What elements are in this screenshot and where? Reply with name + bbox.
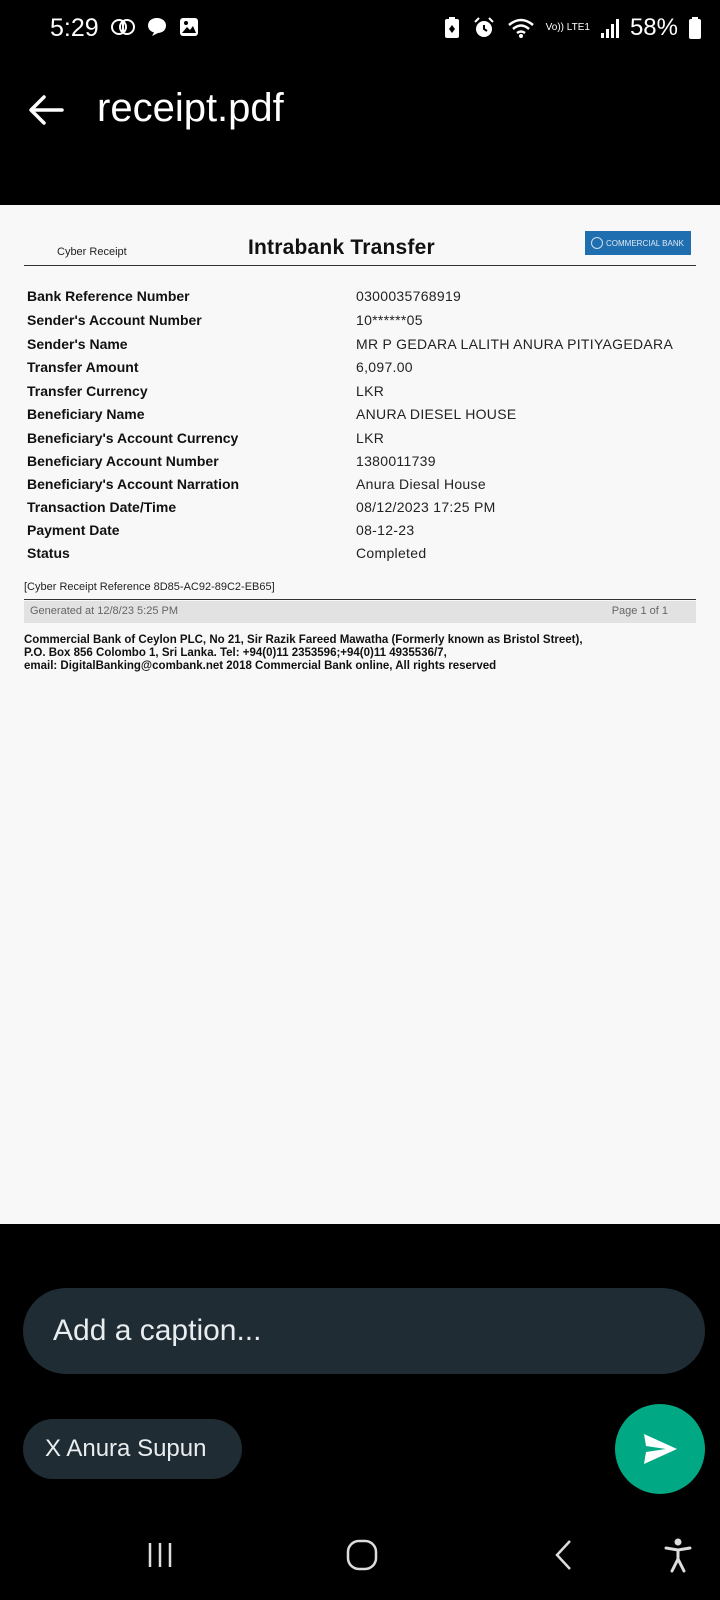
nav-back[interactable]	[534, 1532, 594, 1578]
detail-value: 0300035768919	[356, 288, 462, 304]
footer-line: P.O. Box 856 Colombo 1, Sri Lanka. Tel: +94(0)11 2353596;+94(0)11 4935536/7,	[24, 647, 447, 659]
detail-value: 08/12/2023 17:25 PM	[356, 499, 496, 515]
nav-home[interactable]	[332, 1532, 392, 1578]
receipt-title: Intrabank Transfer	[248, 236, 435, 259]
document-preview[interactable]	[0, 205, 720, 1224]
detail-value: LKR	[356, 430, 385, 446]
status-time: 5:29	[50, 14, 99, 42]
detail-value: LKR	[356, 383, 385, 399]
caption-input[interactable]	[53, 1310, 673, 1352]
file-title: receipt.pdf	[97, 86, 284, 130]
detail-value: 10******05	[356, 312, 423, 328]
detail-value: Anura Diesal House	[356, 476, 486, 492]
divider	[24, 265, 696, 266]
divider	[24, 599, 696, 600]
detail-label: Beneficiary's Account Currency	[27, 430, 239, 446]
detail-row	[0, 453, 720, 475]
detail-row	[0, 430, 720, 452]
detail-label: Sender's Account Number	[27, 312, 202, 328]
footer-line: Commercial Bank of Ceylon PLC, No 21, Sir Razik Fareed Mawatha (Formerly known as Bristol Street),	[24, 634, 583, 646]
detail-label: Sender's Name	[27, 336, 128, 352]
cyber-receipt-label: Cyber Receipt	[57, 246, 127, 258]
detail-value: Completed	[356, 545, 427, 561]
footer-line: email: DigitalBanking@combank.net 2018 Commercial Bank online, All rights reserved	[24, 660, 497, 672]
battery-icon	[688, 16, 702, 40]
detail-row	[0, 522, 720, 544]
detail-value: 6,097.00	[356, 359, 413, 375]
send-button[interactable]	[615, 1404, 705, 1494]
detail-label: Payment Date	[27, 522, 120, 538]
alarm-icon	[472, 16, 496, 40]
nav-recent-apps[interactable]	[130, 1532, 190, 1578]
recipient-chip[interactable]	[23, 1419, 242, 1479]
bank-logo-icon	[591, 237, 603, 249]
detail-row	[0, 545, 720, 567]
wifi-icon	[506, 16, 536, 40]
detail-row	[0, 288, 720, 310]
bank-logo-text: COMMERCIAL BANK	[606, 238, 684, 248]
receipt-page	[0, 205, 720, 1224]
accessibility-icon	[663, 1537, 693, 1573]
detail-row	[0, 383, 720, 405]
generated-timestamp: Generated at 12/8/23 5:25 PM	[30, 605, 178, 617]
detail-row	[0, 336, 720, 358]
detail-label: Transfer Currency	[27, 383, 148, 399]
detail-row	[0, 476, 720, 498]
home-icon	[345, 1538, 379, 1572]
nav-accessibility[interactable]	[648, 1532, 708, 1578]
battery-percent: 58%	[629, 14, 678, 41]
generated-band	[24, 601, 696, 623]
detail-label: Status	[27, 545, 70, 561]
detail-row	[0, 499, 720, 521]
caption-box[interactable]	[23, 1288, 705, 1374]
detail-value: 08-12-23	[356, 522, 415, 538]
detail-row	[0, 312, 720, 334]
back-chevron-icon	[552, 1538, 576, 1572]
detail-label: Transfer Amount	[27, 359, 139, 375]
status-bar	[0, 0, 720, 60]
signal-icon	[600, 17, 620, 39]
detail-row	[0, 406, 720, 428]
detail-label: Transaction Date/Time	[27, 499, 177, 515]
bank-logo	[585, 231, 691, 255]
send-icon	[640, 1431, 680, 1467]
link-icon	[110, 17, 136, 37]
network-label: Vo)) LTE1	[545, 22, 590, 33]
cyber-receipt-reference: [Cyber Receipt Reference 8D85-AC92-89C2-EB65]	[24, 581, 275, 593]
chat-bubble-icon	[146, 16, 168, 38]
detail-label: Beneficiary's Account Narration	[27, 476, 240, 492]
image-icon	[178, 16, 200, 38]
page-number: Page 1 of 1	[611, 605, 668, 617]
detail-value: 1380011739	[356, 453, 436, 469]
detail-label: Bank Reference Number	[27, 288, 190, 304]
recent-apps-icon	[145, 1541, 175, 1569]
arrow-left-icon	[28, 94, 64, 126]
bank-footer	[24, 634, 684, 673]
detail-label: Beneficiary Name	[27, 406, 145, 422]
recipient-label: X Anura Supun	[45, 1435, 207, 1462]
detail-value: ANURA DIESEL HOUSE	[356, 406, 517, 422]
app-header	[0, 60, 720, 200]
detail-label: Beneficiary Account Number	[27, 453, 219, 469]
navigation-bar	[0, 1510, 720, 1600]
detail-value: MR P GEDARA LALITH ANURA PITIYAGEDARA	[356, 336, 674, 352]
detail-row	[0, 359, 720, 381]
back-button[interactable]	[24, 88, 68, 132]
battery-saver-icon	[442, 16, 462, 40]
